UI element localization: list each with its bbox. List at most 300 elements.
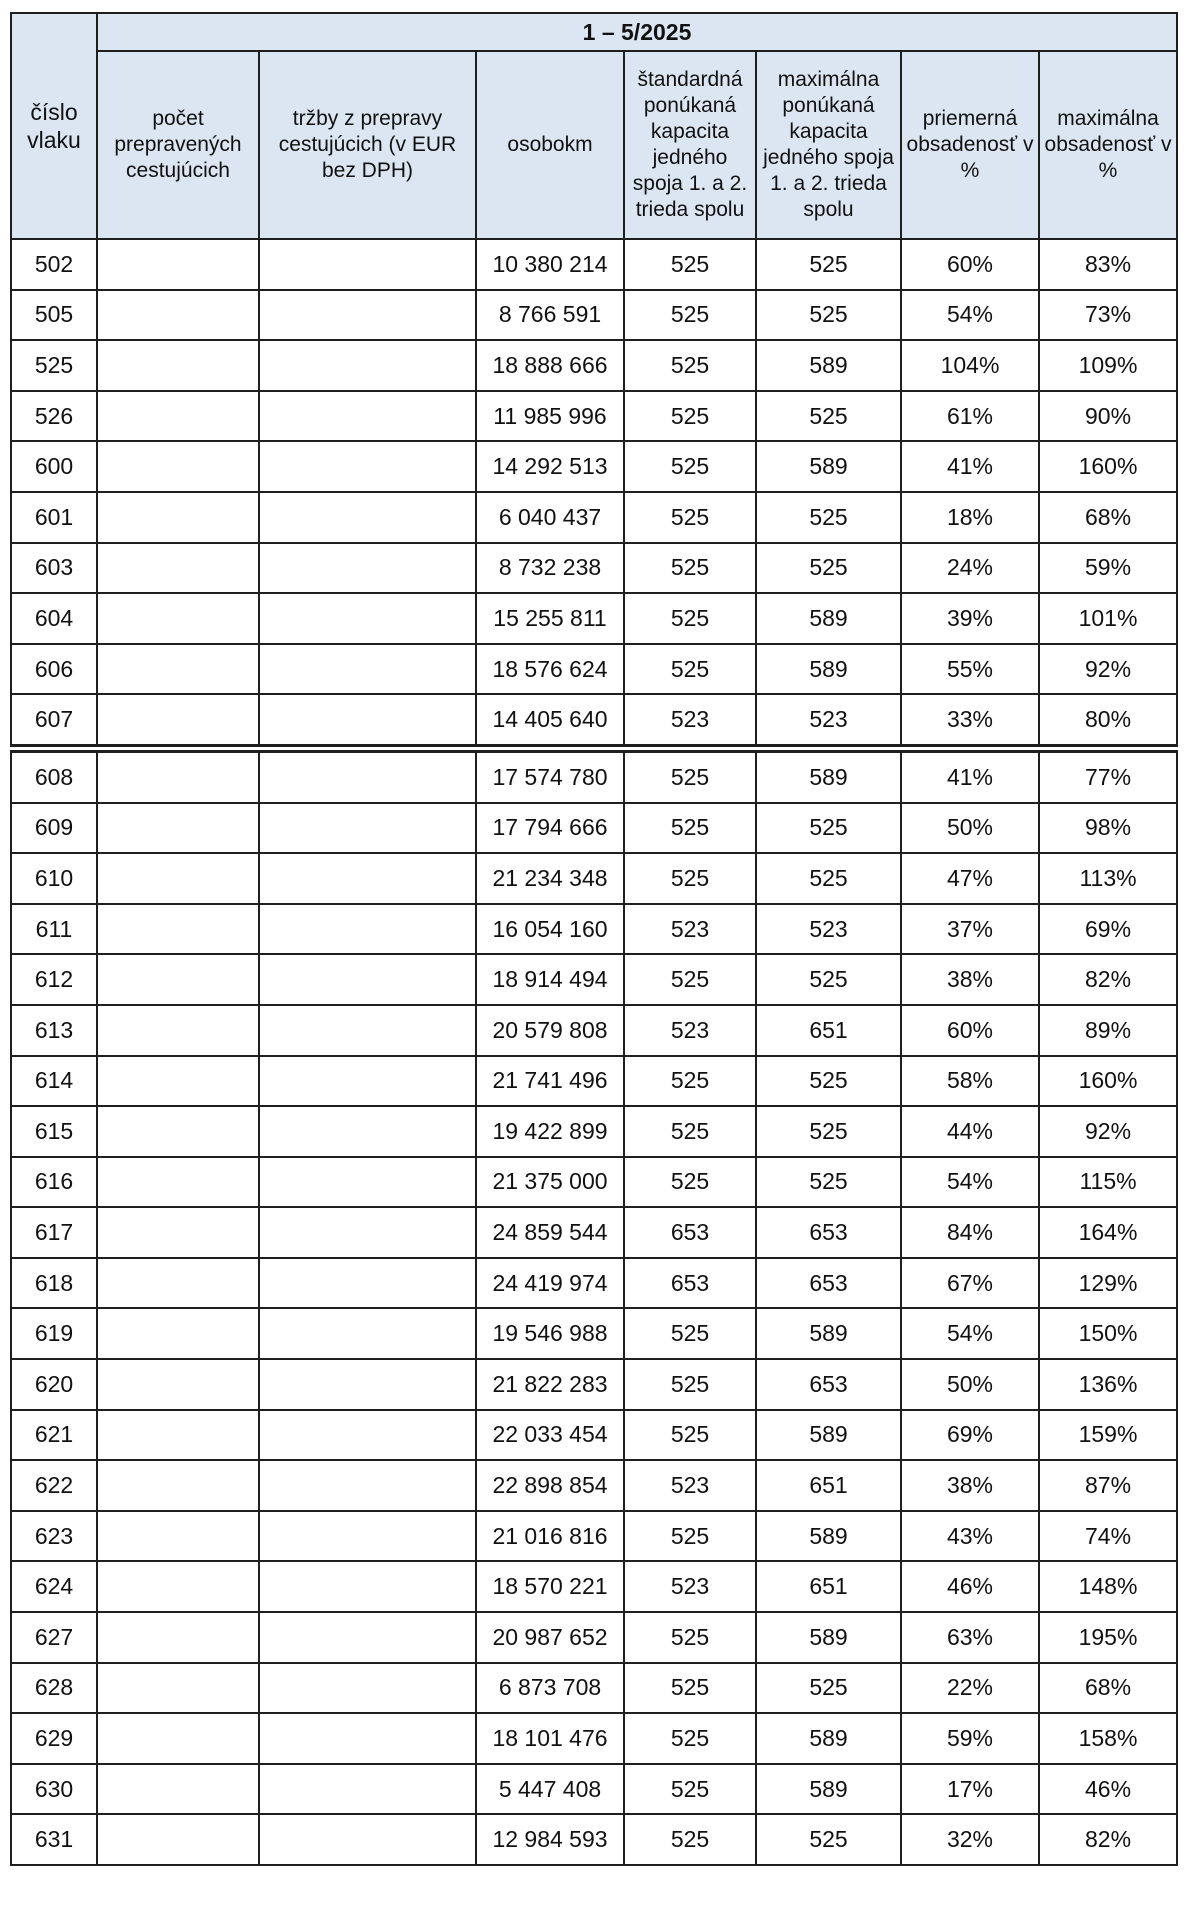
passengers-cell	[97, 1359, 259, 1410]
table-row	[11, 1157, 1177, 1208]
train-number-cell: 627	[11, 1612, 97, 1663]
table-row	[11, 593, 1177, 644]
avg-occupancy-cell: 50%	[901, 1359, 1039, 1410]
train-number-cell: 505	[11, 290, 97, 341]
avg-occupancy-header: priemerná obsadenosť v %	[901, 51, 1039, 239]
table-row	[11, 492, 1177, 543]
max-capacity-cell: 651	[756, 1005, 901, 1056]
avg-occupancy-cell: 60%	[901, 239, 1039, 290]
standard-capacity-cell: 523	[624, 1561, 756, 1612]
standard-capacity-cell: 525	[624, 391, 756, 442]
max-capacity-cell: 589	[756, 1410, 901, 1461]
passenger-km-cell: 22 033 454	[476, 1410, 624, 1461]
passengers-cell	[97, 1056, 259, 1107]
passenger-km-cell: 24 859 544	[476, 1207, 624, 1258]
table-row	[11, 1764, 1177, 1815]
max-capacity-cell: 525	[756, 954, 901, 1005]
table-row	[11, 1056, 1177, 1107]
standard-capacity-cell: 525	[624, 1308, 756, 1359]
passenger-km-cell: 11 985 996	[476, 391, 624, 442]
train-number-cell: 604	[11, 593, 97, 644]
max-capacity-cell: 525	[756, 853, 901, 904]
passengers-cell	[97, 748, 259, 802]
train-number-cell: 628	[11, 1663, 97, 1714]
passenger-km-cell: 20 987 652	[476, 1612, 624, 1663]
max-occupancy-cell: 80%	[1039, 694, 1177, 748]
max-capacity-cell: 589	[756, 644, 901, 695]
revenue-cell	[259, 954, 476, 1005]
table-row	[11, 694, 1177, 748]
avg-occupancy-cell: 61%	[901, 391, 1039, 442]
table-row	[11, 391, 1177, 442]
passenger-km-cell: 6 040 437	[476, 492, 624, 543]
avg-occupancy-cell: 38%	[901, 1460, 1039, 1511]
avg-occupancy-cell: 37%	[901, 904, 1039, 955]
passenger-km-cell: 18 101 476	[476, 1713, 624, 1764]
standard-capacity-cell: 525	[624, 1056, 756, 1107]
train-number-cell: 617	[11, 1207, 97, 1258]
standard-capacity-cell: 525	[624, 340, 756, 391]
train-number-cell: 621	[11, 1410, 97, 1461]
standard-capacity-cell: 525	[624, 1713, 756, 1764]
train-number-cell: 615	[11, 1106, 97, 1157]
passenger-km-cell: 22 898 854	[476, 1460, 624, 1511]
max-capacity-cell: 525	[756, 239, 901, 290]
avg-occupancy-cell: 104%	[901, 340, 1039, 391]
passenger-km-cell: 8 766 591	[476, 290, 624, 341]
max-occupancy-cell: 150%	[1039, 1308, 1177, 1359]
revenue-cell	[259, 593, 476, 644]
passengers-cell	[97, 1511, 259, 1562]
avg-occupancy-cell: 46%	[901, 1561, 1039, 1612]
train-number-cell: 607	[11, 694, 97, 748]
passenger-km-cell: 18 576 624	[476, 644, 624, 695]
table-row	[11, 543, 1177, 594]
table-row	[11, 1713, 1177, 1764]
passengers-cell	[97, 1308, 259, 1359]
standard-capacity-cell: 525	[624, 543, 756, 594]
standard-capacity-cell: 525	[624, 1157, 756, 1208]
passenger-km-cell: 21 822 283	[476, 1359, 624, 1410]
avg-occupancy-cell: 44%	[901, 1106, 1039, 1157]
revenue-cell	[259, 1308, 476, 1359]
table-row	[11, 1612, 1177, 1663]
table-row	[11, 1207, 1177, 1258]
passengers-cell	[97, 543, 259, 594]
max-occupancy-cell: 77%	[1039, 748, 1177, 802]
max-occupancy-cell: 164%	[1039, 1207, 1177, 1258]
max-capacity-cell: 523	[756, 694, 901, 748]
avg-occupancy-cell: 41%	[901, 441, 1039, 492]
max-occupancy-header: maximálna obsadenosť v %	[1039, 51, 1177, 239]
standard-capacity-header: štandardná ponúkaná kapacita jedného spoja 1. a 2. trieda spolu	[624, 51, 756, 239]
table-row	[11, 1106, 1177, 1157]
revenue-cell	[259, 694, 476, 748]
standard-capacity-cell: 525	[624, 1511, 756, 1562]
avg-occupancy-cell: 24%	[901, 543, 1039, 594]
revenue-cell	[259, 1207, 476, 1258]
passenger-km-cell: 17 574 780	[476, 748, 624, 802]
max-occupancy-cell: 68%	[1039, 492, 1177, 543]
table-row	[11, 1005, 1177, 1056]
max-capacity-cell: 589	[756, 748, 901, 802]
revenue-cell	[259, 904, 476, 955]
max-occupancy-cell: 98%	[1039, 803, 1177, 854]
passenger-km-cell: 14 405 640	[476, 694, 624, 748]
avg-occupancy-cell: 32%	[901, 1814, 1039, 1865]
passengers-cell	[97, 239, 259, 290]
max-capacity-cell: 653	[756, 1258, 901, 1309]
max-capacity-cell: 525	[756, 1056, 901, 1107]
max-capacity-cell: 589	[756, 1764, 901, 1815]
passenger-km-cell: 12 984 593	[476, 1814, 624, 1865]
standard-capacity-cell: 525	[624, 644, 756, 695]
avg-occupancy-cell: 43%	[901, 1511, 1039, 1562]
passengers-cell	[97, 904, 259, 955]
revenue-cell	[259, 803, 476, 854]
train-number-cell: 608	[11, 748, 97, 802]
table-row	[11, 803, 1177, 854]
passenger-km-cell: 18 570 221	[476, 1561, 624, 1612]
avg-occupancy-cell: 39%	[901, 593, 1039, 644]
train-number-cell: 610	[11, 853, 97, 904]
train-number-cell: 613	[11, 1005, 97, 1056]
passenger-km-cell: 21 234 348	[476, 853, 624, 904]
revenue-cell	[259, 391, 476, 442]
passenger-km-cell: 6 873 708	[476, 1663, 624, 1714]
standard-capacity-cell: 525	[624, 1359, 756, 1410]
train-number-cell: 612	[11, 954, 97, 1005]
revenue-cell	[259, 1359, 476, 1410]
avg-occupancy-cell: 47%	[901, 853, 1039, 904]
revenue-cell	[259, 1612, 476, 1663]
revenue-cell	[259, 543, 476, 594]
max-capacity-cell: 651	[756, 1460, 901, 1511]
max-occupancy-cell: 160%	[1039, 1056, 1177, 1107]
train-number-cell: 619	[11, 1308, 97, 1359]
max-occupancy-cell: 92%	[1039, 1106, 1177, 1157]
avg-occupancy-cell: 67%	[901, 1258, 1039, 1309]
max-occupancy-cell: 160%	[1039, 441, 1177, 492]
standard-capacity-cell: 525	[624, 593, 756, 644]
table-row	[11, 1410, 1177, 1461]
avg-occupancy-cell: 69%	[901, 1410, 1039, 1461]
train-number-cell: 622	[11, 1460, 97, 1511]
max-capacity-cell: 589	[756, 593, 901, 644]
passenger-km-cell: 18 914 494	[476, 954, 624, 1005]
avg-occupancy-cell: 50%	[901, 803, 1039, 854]
max-occupancy-cell: 136%	[1039, 1359, 1177, 1410]
max-capacity-cell: 525	[756, 1106, 901, 1157]
passengers-cell	[97, 593, 259, 644]
table-row	[11, 644, 1177, 695]
max-occupancy-cell: 92%	[1039, 644, 1177, 695]
revenue-cell	[259, 1258, 476, 1309]
table-row	[11, 1561, 1177, 1612]
passengers-cell	[97, 391, 259, 442]
max-occupancy-cell: 101%	[1039, 593, 1177, 644]
standard-capacity-cell: 525	[624, 803, 756, 854]
passengers-cell	[97, 1460, 259, 1511]
train-number-cell: 525	[11, 340, 97, 391]
train-number-cell: 526	[11, 391, 97, 442]
passengers-cell	[97, 1713, 259, 1764]
avg-occupancy-cell: 33%	[901, 694, 1039, 748]
train-number-cell: 630	[11, 1764, 97, 1815]
max-capacity-cell: 589	[756, 1612, 901, 1663]
avg-occupancy-cell: 18%	[901, 492, 1039, 543]
passengers-cell	[97, 1106, 259, 1157]
table-header	[11, 13, 1177, 239]
passengers-cell	[97, 340, 259, 391]
revenue-cell	[259, 644, 476, 695]
train-number-cell: 629	[11, 1713, 97, 1764]
max-occupancy-cell: 158%	[1039, 1713, 1177, 1764]
max-capacity-cell: 589	[756, 340, 901, 391]
revenue-cell	[259, 492, 476, 543]
revenue-cell	[259, 1814, 476, 1865]
max-occupancy-cell: 69%	[1039, 904, 1177, 955]
max-occupancy-cell: 82%	[1039, 1814, 1177, 1865]
revenue-cell	[259, 1410, 476, 1461]
train-number-cell: 502	[11, 239, 97, 290]
passengers-cell	[97, 1207, 259, 1258]
max-occupancy-cell: 89%	[1039, 1005, 1177, 1056]
standard-capacity-cell: 523	[624, 1005, 756, 1056]
max-occupancy-cell: 73%	[1039, 290, 1177, 341]
passenger-km-cell: 10 380 214	[476, 239, 624, 290]
train-number-header: číslo vlaku	[11, 13, 97, 239]
max-occupancy-cell: 115%	[1039, 1157, 1177, 1208]
max-capacity-cell: 525	[756, 1814, 901, 1865]
passenger-km-cell: 14 292 513	[476, 441, 624, 492]
avg-occupancy-cell: 41%	[901, 748, 1039, 802]
max-occupancy-cell: 68%	[1039, 1663, 1177, 1714]
passengers-cell	[97, 1663, 259, 1714]
standard-capacity-cell: 525	[624, 239, 756, 290]
avg-occupancy-cell: 22%	[901, 1663, 1039, 1714]
max-capacity-cell: 589	[756, 1511, 901, 1562]
table-row	[11, 1814, 1177, 1865]
passengers-cell	[97, 492, 259, 543]
table-row	[11, 1308, 1177, 1359]
table-row	[11, 290, 1177, 341]
passengers-cell	[97, 290, 259, 341]
train-number-cell: 616	[11, 1157, 97, 1208]
standard-capacity-cell: 525	[624, 954, 756, 1005]
max-occupancy-cell: 129%	[1039, 1258, 1177, 1309]
passenger-km-header: osobokm	[476, 51, 624, 239]
revenue-cell	[259, 340, 476, 391]
standard-capacity-cell: 525	[624, 1764, 756, 1815]
passengers-cell	[97, 644, 259, 695]
max-capacity-cell: 525	[756, 391, 901, 442]
max-occupancy-cell: 148%	[1039, 1561, 1177, 1612]
passenger-km-cell: 17 794 666	[476, 803, 624, 854]
avg-occupancy-cell: 58%	[901, 1056, 1039, 1107]
avg-occupancy-cell: 55%	[901, 644, 1039, 695]
standard-capacity-cell: 525	[624, 1663, 756, 1714]
train-number-cell: 620	[11, 1359, 97, 1410]
max-occupancy-cell: 59%	[1039, 543, 1177, 594]
max-capacity-cell: 651	[756, 1561, 901, 1612]
passenger-km-cell: 21 016 816	[476, 1511, 624, 1562]
table-row	[11, 1359, 1177, 1410]
passenger-km-cell: 8 732 238	[476, 543, 624, 594]
standard-capacity-cell: 525	[624, 1612, 756, 1663]
standard-capacity-cell: 653	[624, 1207, 756, 1258]
standard-capacity-cell: 525	[624, 853, 756, 904]
max-occupancy-cell: 87%	[1039, 1460, 1177, 1511]
passenger-km-cell: 16 054 160	[476, 904, 624, 955]
passengers-header: počet prepravených cestujúcich	[97, 51, 259, 239]
standard-capacity-cell: 525	[624, 1410, 756, 1461]
train-number-cell: 618	[11, 1258, 97, 1309]
revenue-cell	[259, 1663, 476, 1714]
table-row	[11, 340, 1177, 391]
max-occupancy-cell: 159%	[1039, 1410, 1177, 1461]
max-occupancy-cell: 195%	[1039, 1612, 1177, 1663]
revenue-cell	[259, 290, 476, 341]
passenger-km-cell: 18 888 666	[476, 340, 624, 391]
train-occupancy-table	[10, 12, 1178, 1866]
revenue-cell	[259, 1056, 476, 1107]
passenger-km-cell: 24 419 974	[476, 1258, 624, 1309]
passengers-cell	[97, 1612, 259, 1663]
table-row	[11, 441, 1177, 492]
standard-capacity-cell: 525	[624, 441, 756, 492]
passenger-km-cell: 5 447 408	[476, 1764, 624, 1815]
table-row	[11, 1460, 1177, 1511]
table-row	[11, 954, 1177, 1005]
train-number-cell: 603	[11, 543, 97, 594]
passengers-cell	[97, 1410, 259, 1461]
train-number-cell: 611	[11, 904, 97, 955]
train-number-cell: 623	[11, 1511, 97, 1562]
standard-capacity-cell: 523	[624, 1460, 756, 1511]
passengers-cell	[97, 853, 259, 904]
passenger-km-cell: 21 741 496	[476, 1056, 624, 1107]
max-occupancy-cell: 113%	[1039, 853, 1177, 904]
avg-occupancy-cell: 63%	[901, 1612, 1039, 1663]
passengers-cell	[97, 1157, 259, 1208]
max-capacity-cell: 653	[756, 1359, 901, 1410]
max-capacity-cell: 589	[756, 1308, 901, 1359]
avg-occupancy-cell: 54%	[901, 290, 1039, 341]
passengers-cell	[97, 803, 259, 854]
train-number-cell: 609	[11, 803, 97, 854]
table-row	[11, 904, 1177, 955]
passengers-cell	[97, 1561, 259, 1612]
train-number-cell: 614	[11, 1056, 97, 1107]
revenue-cell	[259, 1511, 476, 1562]
revenue-cell	[259, 1460, 476, 1511]
max-occupancy-cell: 74%	[1039, 1511, 1177, 1562]
max-capacity-cell: 523	[756, 904, 901, 955]
standard-capacity-cell: 525	[624, 290, 756, 341]
avg-occupancy-cell: 54%	[901, 1308, 1039, 1359]
max-occupancy-cell: 46%	[1039, 1764, 1177, 1815]
table-row	[11, 1258, 1177, 1309]
train-number-cell: 624	[11, 1561, 97, 1612]
train-number-cell: 600	[11, 441, 97, 492]
max-capacity-cell: 589	[756, 1713, 901, 1764]
standard-capacity-cell: 525	[624, 748, 756, 802]
revenue-cell	[259, 1157, 476, 1208]
max-occupancy-cell: 109%	[1039, 340, 1177, 391]
revenue-cell	[259, 1106, 476, 1157]
max-occupancy-cell: 82%	[1039, 954, 1177, 1005]
max-capacity-cell: 525	[756, 1157, 901, 1208]
passengers-cell	[97, 1814, 259, 1865]
revenue-cell	[259, 853, 476, 904]
standard-capacity-cell: 523	[624, 904, 756, 955]
max-occupancy-cell: 90%	[1039, 391, 1177, 442]
max-capacity-cell: 525	[756, 1663, 901, 1714]
avg-occupancy-cell: 38%	[901, 954, 1039, 1005]
revenue-cell	[259, 1005, 476, 1056]
table-row	[11, 1511, 1177, 1562]
standard-capacity-cell: 653	[624, 1258, 756, 1309]
passengers-cell	[97, 1005, 259, 1056]
table-row	[11, 853, 1177, 904]
max-capacity-header: maximálna ponúkaná kapacita jedného spoja 1. a 2. trieda spolu	[756, 51, 901, 239]
standard-capacity-cell: 525	[624, 1106, 756, 1157]
max-capacity-cell: 525	[756, 492, 901, 543]
train-number-cell: 606	[11, 644, 97, 695]
avg-occupancy-cell: 54%	[901, 1157, 1039, 1208]
revenue-header: tržby z prepravy cestujúcich (v EUR bez DPH)	[259, 51, 476, 239]
max-occupancy-cell: 83%	[1039, 239, 1177, 290]
max-capacity-cell: 653	[756, 1207, 901, 1258]
revenue-cell	[259, 1713, 476, 1764]
avg-occupancy-cell: 60%	[901, 1005, 1039, 1056]
standard-capacity-cell: 525	[624, 492, 756, 543]
revenue-cell	[259, 239, 476, 290]
occupancy-table-container	[10, 12, 1176, 1866]
revenue-cell	[259, 441, 476, 492]
revenue-cell	[259, 1764, 476, 1815]
passenger-km-cell: 21 375 000	[476, 1157, 624, 1208]
standard-capacity-cell: 525	[624, 1814, 756, 1865]
avg-occupancy-cell: 59%	[901, 1713, 1039, 1764]
passengers-cell	[97, 694, 259, 748]
passenger-km-cell: 15 255 811	[476, 593, 624, 644]
passenger-km-cell: 19 546 988	[476, 1308, 624, 1359]
revenue-cell	[259, 1561, 476, 1612]
passengers-cell	[97, 441, 259, 492]
revenue-cell	[259, 748, 476, 802]
passengers-cell	[97, 954, 259, 1005]
table-body	[11, 239, 1177, 1865]
train-number-cell: 601	[11, 492, 97, 543]
table-row	[11, 748, 1177, 802]
passenger-km-cell: 20 579 808	[476, 1005, 624, 1056]
train-number-cell: 631	[11, 1814, 97, 1865]
avg-occupancy-cell: 84%	[901, 1207, 1039, 1258]
passengers-cell	[97, 1258, 259, 1309]
standard-capacity-cell: 523	[624, 694, 756, 748]
passenger-km-cell: 19 422 899	[476, 1106, 624, 1157]
table-row	[11, 1663, 1177, 1714]
max-capacity-cell: 525	[756, 290, 901, 341]
max-capacity-cell: 525	[756, 543, 901, 594]
max-capacity-cell: 525	[756, 803, 901, 854]
table-row	[11, 239, 1177, 290]
avg-occupancy-cell: 17%	[901, 1764, 1039, 1815]
passengers-cell	[97, 1764, 259, 1815]
period-header: 1 – 5/2025	[97, 13, 1177, 51]
